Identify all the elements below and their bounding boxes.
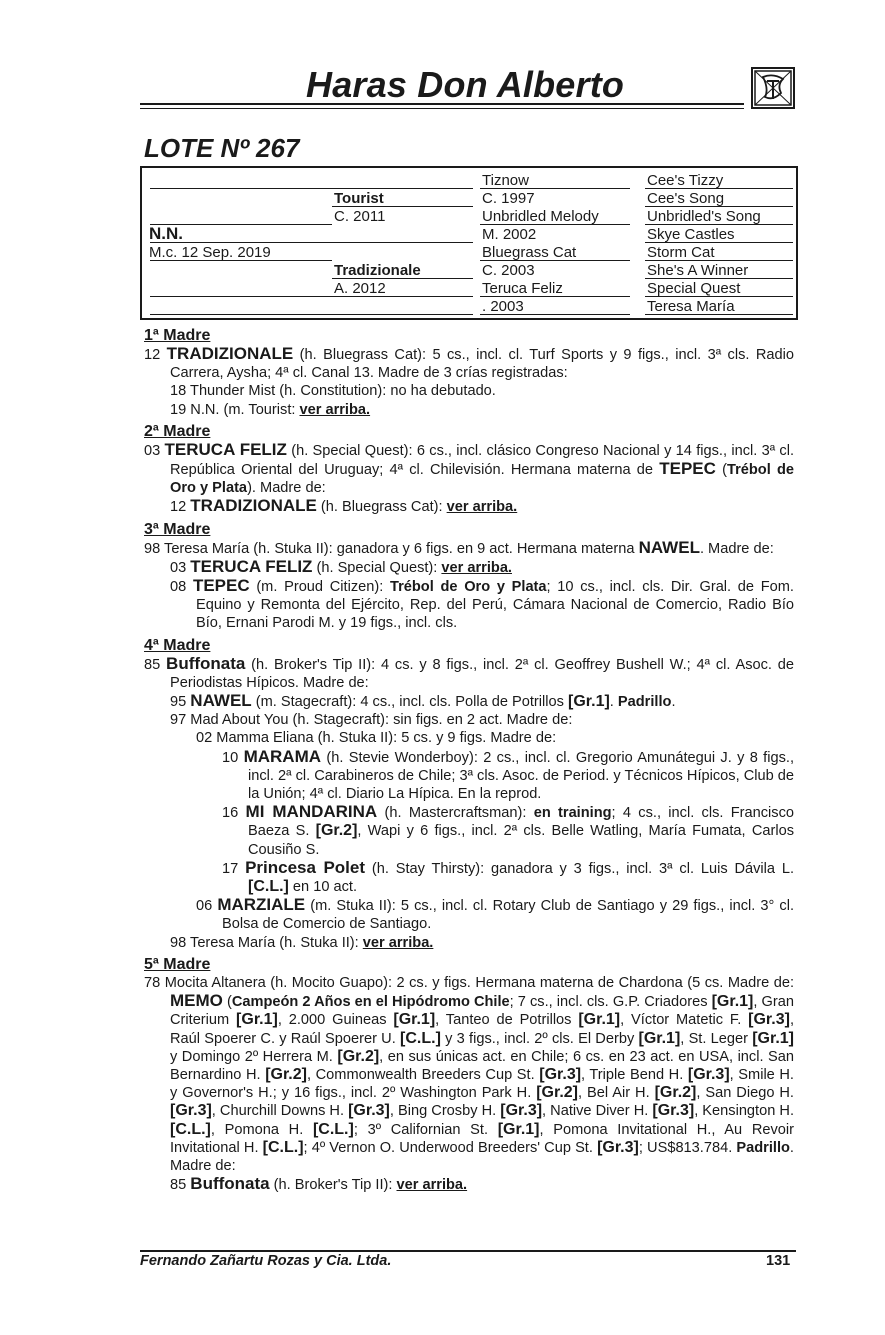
header-rule-thin	[140, 108, 744, 109]
produce-entry: 02 Mamma Eliana (h. Stuka II): 5 cs. y 9 figs. Madre de:	[196, 730, 557, 747]
produce-entry: 12 TRADIZIONALE (h. Bluegrass Cat): ver arriba.	[170, 496, 518, 516]
dam-entry: 85 Buffonata (h. Broker's Tip II): 4 cs. y 8 figs., incl. 2ª cl. Geoffrey Bushell W.; 4ª cl. Asoc. de Periodistas Hípicos. Madre de:	[144, 653, 794, 691]
lot-description	[144, 326, 794, 1194]
produce-entry: 03 TERUCA FELIZ (h. Special Quest): ver arriba.	[170, 556, 512, 576]
section-third-dam: 3ª Madre	[144, 520, 211, 538]
produce-entry: 97 Mad About You (h. Stagecraft): sin figs. en 2 act. Madre de:	[170, 712, 573, 729]
gp-sire-dam-info: M. 2002	[482, 226, 537, 243]
produce-entry: 18 Thunder Mist (h. Constitution): no ha debutado.	[170, 383, 496, 400]
sire-info: C. 2011	[334, 208, 386, 225]
ggp-3: Unbridled's Song	[647, 208, 761, 225]
ggp-2: Cee's Song	[647, 190, 725, 207]
produce-entry: 16 MI MANDARINA (h. Mastercraftsman): en training; 4 cs., incl. cls. Francisco Baeza S. [Gr.2], Wapi y 6 figs., incl. 2ª cls. Belle Watling, María Fumata, Carlos Cousiño S.	[222, 802, 794, 858]
gp-dam-dam-info: . 2003	[482, 298, 524, 315]
footer-rule	[140, 1250, 796, 1252]
ggp-7: Special Quest	[647, 280, 741, 297]
gp-sire-dam: Unbridled Melody	[482, 208, 599, 225]
produce-entry: 08 TEPEC (m. Proud Citizen): Trébol de Oro y Plata; 10 cs., incl. cls. Dir. Gral. de Fom. Equino y Remonta del Ejército, Rep. del Perú, Cámara Nacional de Comercio, Radio Bío Bío, Ernani Parodi M. y 19 figs., incl. cls.	[170, 576, 794, 632]
produce-entry: 85 Buffonata (h. Broker's Tip II): ver arriba.	[170, 1174, 468, 1194]
haras-logo-icon	[751, 67, 795, 109]
subject-name: N.N.	[149, 224, 183, 243]
dam-name: Tradizionale	[334, 262, 421, 279]
gp-dam-sire: Bluegrass Cat	[482, 244, 577, 261]
produce-entry: 17 Princesa Polet (h. Stay Thirsty): ganadora y 3 figs., incl. 3ª cl. Luis Dávila L. [C.L.] en 10 act.	[222, 857, 795, 896]
dam-entry: 03 TERUCA FELIZ (h. Special Quest): 6 cs., incl. clásico Congreso Nacional y 14 figs., incl. 3ª cl. República Oriental del Uruguay; 4ª cl. Chilevisión. Hermana materna de TEPEC (Trébol de Oro y Plata). Madre de:	[144, 439, 795, 497]
subject-birth: M.c. 12 Sep. 2019	[149, 244, 271, 261]
section-first-dam: 1ª Madre	[144, 327, 211, 344]
ggp-6: She's A Winner	[647, 262, 749, 279]
gp-sire-sire-info: C. 1997	[482, 190, 535, 207]
section-fourth-dam: 4ª Madre	[144, 636, 211, 654]
ver-arriba-link: ver arriba.	[299, 401, 371, 418]
gp-dam-dam: Teruca Feliz	[482, 280, 563, 297]
pedigree-table	[140, 166, 798, 320]
footer-company: Fernando Zañartu Rozas y Cia. Ltda.	[140, 1253, 392, 1269]
ggp-5: Storm Cat	[647, 244, 715, 261]
dam-entry: 12 TRADIZIONALE (h. Bluegrass Cat): 5 cs., incl. cl. Turf Sports y 9 figs., incl. 3ª cls. Radio Carrera, Aysha; 4ª cl. Canal 13. Madre de 3 crías registradas:	[144, 344, 794, 382]
dam-entry: 78 Mocita Altanera (h. Mocito Guapo): 2 cs. y figs. Hermana materna de Chardona (5 cs. Madre de: MEMO (Campeón 2 Años en el Hipódromo Chile; 7 cs., incl. cls. G.P. Criadores [Gr.1], Gran Criterium [Gr.1], 2.000 Guineas [Gr.1], Tanteo de Potrillos [Gr.1], Víctor Matetic F. [Gr.3], Raúl Spoerer C. y Raúl Spoerer U. [C.L.] y 3 figs., incl. 2º cls. El Derby [Gr.1], St. Leger [Gr.1] y Domingo 2º Herrera M. [Gr.2], en sus únicas act. en Chile; 6 cs. en 23 act. en USA, incl. San Bernardino H. [Gr.2], Commonwealth Breeders Cup St. [Gr.3], Triple Bend H. [Gr.3], Smile H. y Governor's H.; y 16 figs., incl. 2º Washington Park H. [Gr.2], Bel Air H. [Gr.2], San Diego H. [Gr.3], Churchill Downs H. [Gr.3], Bing Crosby H. [Gr.3], Native Diver H. [Gr.3], Kensington H. [C.L.], Pomona H. [C.L.]; 3º Californian St. [Gr.1], Pomona Invitational H., Au Revoir Invitational H. [C.L.]; 4º Vernon O. Underwood Breeders' Cup St. [Gr.3]; US$813.784. Padrillo. Madre de:	[144, 974, 795, 1174]
produce-entry: 95 NAWEL (m. Stagecraft): 4 cs., incl. cls. Polla de Potrillos [Gr.1]. Padrillo.	[170, 691, 676, 711]
page-number: 131	[766, 1253, 791, 1269]
ggp-4: Skye Castles	[647, 226, 735, 243]
sire-name: Tourist	[334, 190, 384, 207]
produce-entry: 06 MARZIALE (m. Stuka II): 5 cs., incl. cl. Rotary Club de Santiago y 29 figs., incl. 3° cl. Bolsa de Comercio de Santiago.	[196, 895, 794, 933]
gp-sire-sire: Tiznow	[482, 172, 529, 189]
page-title: Haras Don Alberto	[306, 64, 625, 105]
produce-entry: 10 MARAMA (h. Stevie Wonderboy): 2 cs., incl. cl. Gregorio Amunátegui J. y 8 figs., incl. 2ª cl. Carabineros de Chile; 3ª cls. Asoc. de Period. y Técnicos Hípicos, Club de la Unión; 4ª cl. Diario La Hípica. En la reprod.	[222, 746, 795, 803]
produce-entry: 98 Teresa María (h. Stuka II): ver arriba.	[170, 934, 434, 951]
dam-info: A. 2012	[334, 280, 386, 297]
dam-entry: 98 Teresa María (h. Stuka II): ganadora y 6 figs. en 9 act. Hermana materna NAWEL. Madre de:	[144, 537, 774, 557]
produce-entry: 19 N.N. (m. Tourist: ver arriba.	[170, 401, 371, 418]
gp-dam-sire-info: C. 2003	[482, 262, 535, 279]
section-fifth-dam: 5ª Madre	[144, 955, 211, 973]
ggp-8: Teresa María	[647, 298, 735, 315]
section-second-dam: 2ª Madre	[144, 422, 211, 440]
header-rule	[140, 103, 744, 105]
lot-number: LOTE Nº 267	[144, 133, 300, 163]
ggp-1: Cee's Tizzy	[647, 172, 724, 189]
